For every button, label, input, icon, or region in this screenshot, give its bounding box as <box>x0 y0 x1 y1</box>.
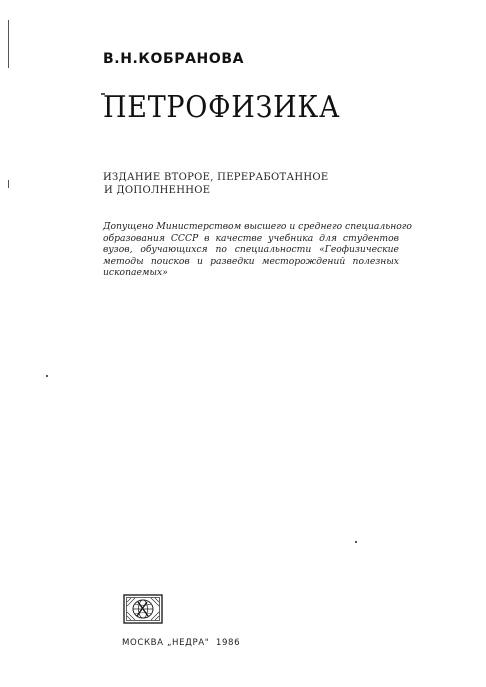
author-name: В.Н.КОБРАНОВА <box>103 51 245 67</box>
edition-note <box>103 171 328 197</box>
scan-mark-mid <box>8 180 9 188</box>
edition-line-2: И ДОПОЛНЕННОЕ <box>104 185 211 196</box>
edition-line-1: ИЗДАНИЕ ВТОРОЕ, ПЕРЕРАБОТАННОЕ <box>103 172 329 183</box>
publisher-imprint: МОСКВА „НЕДРА" 1986 <box>122 638 241 648</box>
approval-line-4: методы поисков и разведки месторождений полезных <box>103 255 399 267</box>
scan-dot-right <box>355 541 357 543</box>
approval-line-2: образования СССР в качестве учебника для студентов <box>103 232 399 244</box>
approval-line-1: Допущено Министерством высшего и среднего специального <box>103 221 412 232</box>
scan-mark-top <box>8 20 9 68</box>
approval-line-5: ископаемых» <box>103 267 168 279</box>
book-title: ПЕТРОФИЗИКА <box>103 90 341 125</box>
approval-line-3: вузов, обучающихся по специальности «Геофизические <box>103 244 399 256</box>
scan-dot-left <box>46 375 48 377</box>
approval-note <box>103 221 412 279</box>
publisher-logo-icon <box>123 594 163 624</box>
